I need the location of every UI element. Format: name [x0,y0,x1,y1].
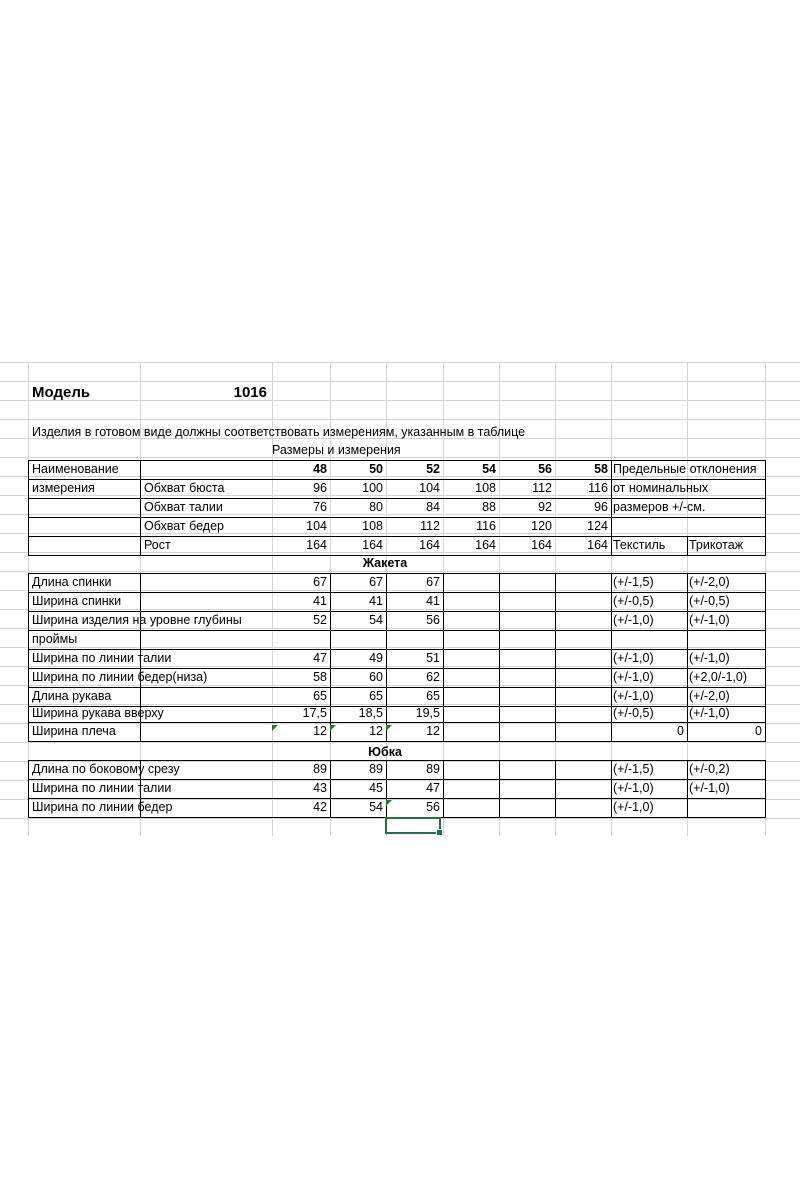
border-line [687,536,688,556]
measure-value: 112 [420,519,440,533]
row-value: 47 [426,781,440,795]
jacket-title: Жакета [362,556,408,570]
row-label: Длина рукава [32,689,112,703]
row-value: 89 [426,762,440,776]
measure-value: 100 [362,481,383,495]
row-value: 19,5 [415,706,440,720]
measure-value: 104 [419,481,440,495]
measure-value: 164 [531,538,552,552]
measure-value: 108 [475,481,496,495]
textile-tolerance: (+/-1,0) [613,800,654,814]
row-value: 58 [313,670,327,684]
measure-value: 164 [587,538,608,552]
measure-value: 96 [313,481,327,495]
measure-value: 88 [482,500,496,514]
measure-value: 164 [362,538,383,552]
border-line [555,760,556,818]
border-line [28,760,29,818]
size-56: 56 [538,462,552,476]
gridline-horizontal [0,419,800,420]
measure-value: 124 [587,519,608,533]
size-48: 48 [313,462,327,476]
knit-tolerance: (+/-2,0) [689,575,730,589]
measure-value: 116 [476,519,496,533]
textile-tolerance: (+/-1,5) [613,575,654,589]
knit-tolerance: (+2,0/-1,0) [689,670,748,684]
border-line [140,460,141,556]
tolerance-line2: от номинальных [613,481,709,495]
size-50: 50 [369,462,383,476]
row-label: Ширина по линии талии [32,781,172,795]
error-indicator [272,725,278,731]
measure-value: 164 [419,538,440,552]
row-value: 12 [313,724,327,738]
row-value: 41 [426,594,440,608]
skirt-title: Юбка [368,745,402,759]
border-line [499,573,500,742]
border-line [765,573,766,742]
model-number: 1016 [233,384,267,401]
textile-tolerance: (+/-0,5) [613,594,654,608]
textile-tolerance: (+/-0,5) [613,706,654,720]
error-indicator [330,725,336,731]
row-label: Длина по боковому срезу [32,762,180,776]
measure-label: Обхват бедер [144,519,224,533]
selected-cell[interactable] [385,817,441,834]
row-label: Ширина рукава вверху [32,706,164,720]
textile-tolerance: 0 [677,724,684,738]
row-value: 18,5 [358,706,383,720]
row-value: 49 [369,651,383,665]
textile-header: Текстиль [613,538,666,552]
row-value: 60 [369,670,383,684]
textile-tolerance: (+/-1,0) [613,781,654,795]
knit-header: Трикотаж [689,538,744,552]
error-indicator [386,725,392,731]
measure-value: 164 [306,538,327,552]
border-line [28,460,29,556]
fill-handle[interactable] [436,829,443,836]
model-label: Модель [32,384,91,401]
textile-tolerance: (+/-1,0) [613,689,654,703]
border-line [611,573,612,742]
measure-label: Рост [144,538,171,552]
measure-value: 112 [532,481,552,495]
knit-tolerance: (+/-0,2) [689,762,730,776]
gridline-horizontal [0,400,800,401]
textile-tolerance: (+/-1,0) [613,613,654,627]
row-value: 41 [369,594,383,608]
row-value: 12 [426,724,440,738]
header-name-line1: Наименование [32,462,119,476]
knit-tolerance: 0 [755,724,762,738]
size-54: 54 [482,462,496,476]
row-label: Ширина спинки [32,594,122,608]
row-value: 43 [313,781,327,795]
tolerance-line1: Предельные отклонения [613,462,757,476]
measure-value: 116 [588,481,608,495]
row-value: 65 [313,689,327,703]
border-line [443,573,444,742]
measure-value: 76 [313,500,327,514]
gridline-horizontal [0,381,800,382]
row-value: 52 [313,613,327,627]
knit-tolerance: (+/-1,0) [689,613,730,627]
measure-value: 92 [538,500,552,514]
row-value: 89 [313,762,327,776]
row-value: 54 [369,800,383,814]
row-value: 65 [426,689,440,703]
sizes-caption: Размеры и измерения [272,443,401,457]
row-value: 67 [369,575,383,589]
textile-tolerance: (+/-1,0) [613,651,654,665]
error-indicator [386,800,392,806]
gridline-horizontal [0,362,800,363]
border-line [687,573,688,742]
row-value: 65 [369,689,383,703]
border-line [555,573,556,742]
row-value: 62 [426,670,440,684]
row-value: 42 [313,800,327,814]
border-line [765,460,766,556]
border-line [499,760,500,818]
border-line [28,741,766,742]
textile-tolerance: (+/-1,0) [613,670,654,684]
size-58: 58 [594,462,608,476]
row-value: 54 [369,613,383,627]
row-value: 12 [369,724,383,738]
row-value: 56 [426,613,440,627]
size-52: 52 [426,462,440,476]
knit-tolerance: (+/-1,0) [689,781,730,795]
row-label: Ширина по линии бедер(низа) [32,670,208,684]
header-name-line2: измерения [32,481,95,495]
measure-label: Обхват талии [144,500,223,514]
row-value: 41 [313,594,327,608]
measure-label: Обхват бюста [144,481,225,495]
row-label: Ширина по линии бедер [32,800,173,814]
knit-tolerance: (+/-1,0) [689,706,730,720]
row-value: 45 [369,781,383,795]
knit-tolerance: (+/-0,5) [689,594,730,608]
row-label: Длина спинки [32,575,112,589]
measure-value: 80 [369,500,383,514]
tolerance-line3: размеров +/-см. [613,500,706,514]
measure-value: 96 [594,500,608,514]
row-value: 67 [313,575,327,589]
row-label-continued: проймы [32,632,78,646]
knit-tolerance: (+/-1,0) [689,651,730,665]
note-text: Изделия в готовом виде должны соответствовать измерениям, указанным в таблице [32,425,526,439]
measure-value: 120 [531,519,552,533]
measure-value: 164 [475,538,496,552]
gridline-horizontal [0,647,800,648]
row-label: Ширина по линии талии [32,651,172,665]
border-line [687,760,688,818]
border-line [611,760,612,818]
textile-tolerance: (+/-1,5) [613,762,654,776]
border-line [28,630,766,631]
row-value: 47 [313,651,327,665]
measure-value: 84 [426,500,440,514]
measure-value: 104 [306,519,327,533]
border-line [765,760,766,818]
row-value: 56 [426,800,440,814]
row-label: Ширина изделия на уровне глубины [32,613,242,627]
row-value: 67 [426,575,440,589]
row-value: 17,5 [302,706,327,720]
row-value: 51 [426,651,440,665]
knit-tolerance: (+/-2,0) [689,689,730,703]
border-line [28,573,29,742]
row-label: Ширина плеча [32,724,116,738]
border-line [443,760,444,818]
border-line [611,460,612,556]
row-value: 89 [369,762,383,776]
measure-value: 108 [362,519,383,533]
